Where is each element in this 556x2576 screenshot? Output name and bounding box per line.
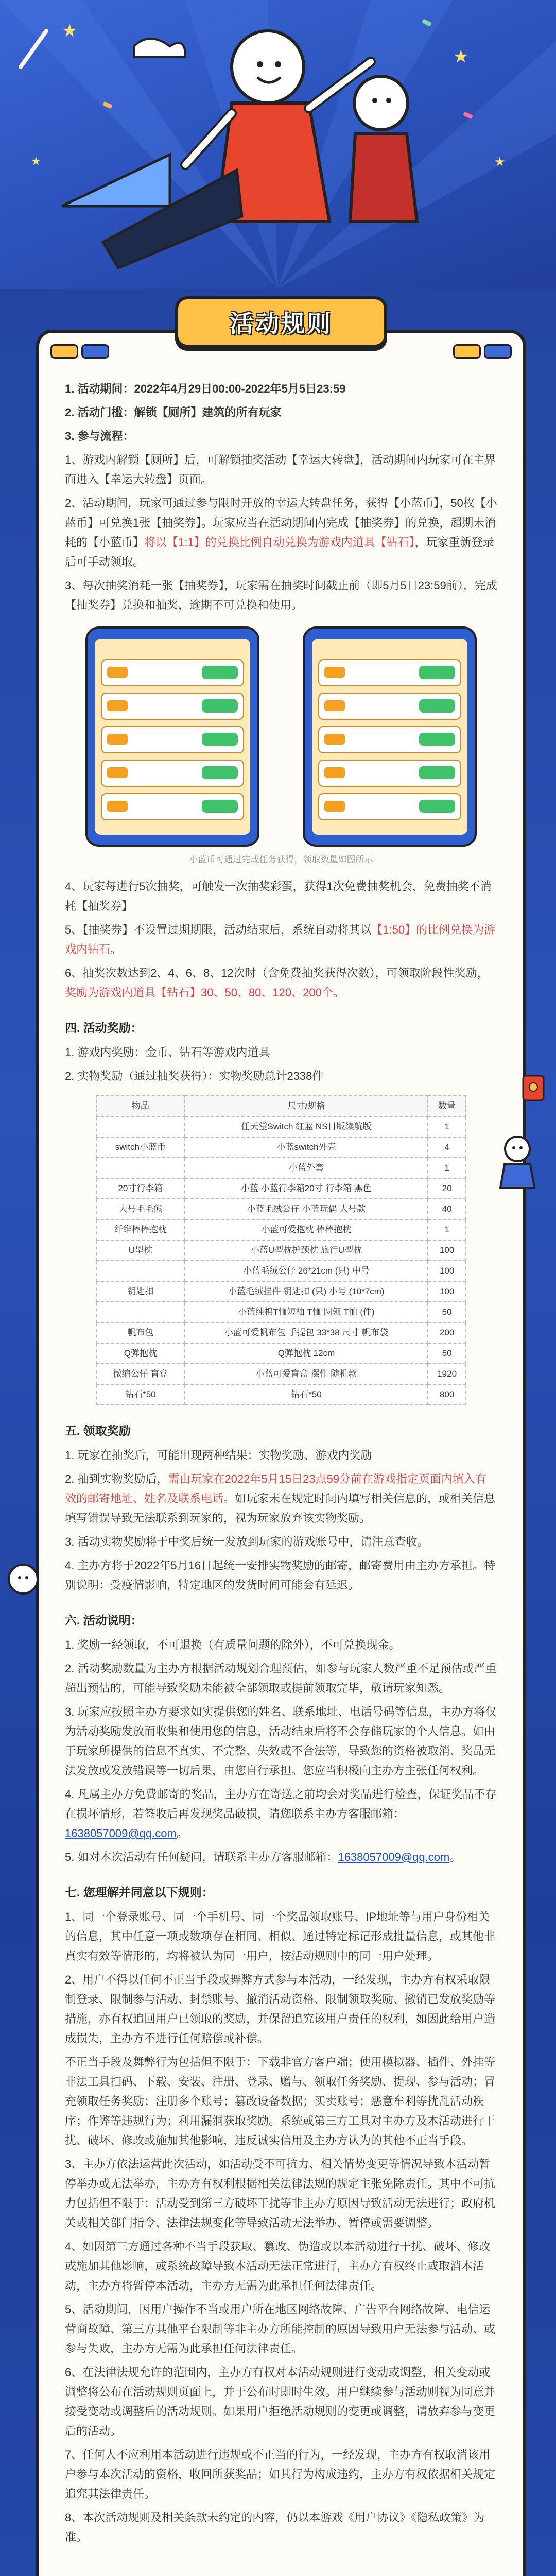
table-row [96, 1199, 466, 1219]
rule-paragraph: 不正当手段及舞弊行为包括但不限于：下载非官方客户端；使用模拟器、插件、外挂等非法工具扫码、下载、安装、注册、登录、赠与、领取任务奖励、提现、参与活动；冒充领取任务奖励；注册多个账号；篡改设备数据；买卖账号；恶意牟利等扰乱活动秩序；作弊等违规行为；利用漏洞获取奖励。系统或第三方工具对主办方及本活动进行干扰、破坏、修改或施加其他影响，违反诚实信用及主办方认为的其他不正当手段。 [65, 2056, 496, 2147]
rule-text: 2、活动期间，玩家可通过参与限时开放的幸运大转盘任务，获得【小蓝币】，50枚【小蓝币】可兑换1张【抽奖券】。玩家应当在活动期间内完成【抽奖券】的兑换，超期未消耗的【小蓝币】 [65, 497, 497, 549]
table-row [96, 1364, 466, 1384]
page-title-banner [175, 296, 387, 348]
prize-spec-cell: 小蓝可爱抱枕 棒棒抱枕 [185, 1219, 428, 1240]
rule-paragraph: 1. 玩家在抽奖后，可能出现两种结果：实物奖励、游戏内奖励 [65, 1449, 372, 1462]
table-row [96, 1261, 466, 1281]
rules-content [65, 379, 497, 2551]
prize-spec-cell: 小蓝可爱帆布包 手提包 33*38 尺寸 帆布袋 [185, 1323, 428, 1343]
prize-name-cell [96, 1261, 185, 1281]
prize-name-cell: 20寸行李箱 [96, 1178, 185, 1199]
rule-text: 。 [333, 986, 344, 999]
prize-name-cell: 微缩公仔 盲盒 [96, 1364, 185, 1384]
rule-paragraph: 7、任何人不应利用本活动进行违规或不正当的行为，一经发现，主办方有权取消该用户参与本次活动的资格，收回所获奖品；如其行为构成违约，主办方有权依据相关规定追究其法律责任。 [65, 2448, 496, 2500]
rule-paragraph: 6、在法律法规允许的范围内，主办方有权对本活动规则进行变动或调整，相关变动或调整将公布在活动规则页面上，并于公布时即时生效。用户继续参与活动则视为同意并接受变动或调整后的活动规则。如果用户拒绝活动规则的变更或调整，请放弃参与变更后的活动。 [65, 2366, 496, 2437]
rule-highlight: 奖励为游戏内道具【钻石】30、50、80、120、200个 [65, 986, 333, 999]
prize-qty-cell: 40 [428, 1199, 466, 1219]
rule-paragraph: 1、同一个登录账号、同一个手机号、同一个奖品领取账号、IP地址等与用户身份相关的信息，其中任意一项或数项存在相同、相似、通过特定标记形成批量信息，或其他非真实有效等情形的，均将被认为同一用户，按活动规则中的同一用户处理。 [65, 1910, 496, 1962]
table-header: 尺寸/规格 [185, 1096, 428, 1116]
table-row [96, 1116, 466, 1137]
prize-qty-cell: 1920 [428, 1364, 466, 1384]
prize-qty-cell: 800 [428, 1384, 466, 1405]
table-row [96, 1178, 466, 1199]
rule-paragraph: 4、如因第三方通过各种不当手段获取、篡改、伪造或以本活动进行干扰、破坏、修改或施加其他影响，或系统故障导致本活动无法正常进行，主办方有权终止或取消本活动，主办方将暂停本活动，主办方无需为此承担任何法律责任。 [65, 2240, 491, 2292]
phone-screenshot [85, 626, 259, 847]
rule-text: 。 [449, 1851, 461, 1863]
prize-qty-cell: 100 [428, 1281, 466, 1302]
table-header: 物品 [96, 1096, 185, 1116]
prize-name-cell: 大号毛毛熊 [96, 1199, 185, 1219]
prize-qty-cell: 100 [428, 1240, 466, 1261]
star-icon: ★ [453, 47, 469, 66]
rule-paragraph [65, 963, 497, 1003]
star-icon: ★ [494, 155, 506, 169]
prize-spec-cell: 小蓝外套 [185, 1158, 428, 1178]
prize-name-cell: switch小蓝币 [96, 1137, 185, 1158]
prize-spec-cell: 小蓝U型枕护颈枕 旅行U型枕 [185, 1240, 428, 1261]
section-title-claim: 五. 领取奖励 [65, 1424, 131, 1437]
rule-text: 。 [176, 1827, 188, 1840]
rule-paragraph: 1. 游戏内奖励：金币、钻石等游戏内道具 [65, 1046, 270, 1059]
mascot-runner-icon [489, 1133, 546, 1190]
table-row [96, 1302, 466, 1323]
section-title-notes: 六. 活动说明： [65, 1614, 143, 1627]
prize-spec-cell: 小蓝switch外壳 [185, 1137, 428, 1158]
prize-name-cell: 钥匙扣 [96, 1281, 185, 1302]
prize-spec-cell: 钻石*50 [185, 1384, 428, 1405]
table-row [96, 1158, 466, 1178]
screenshot-gallery [85, 626, 477, 847]
rule-paragraph [65, 1848, 497, 1867]
star-icon: ★ [31, 155, 41, 167]
rule-text: ，玩家重新登录后可手动领取。 [65, 536, 494, 568]
prize-name-cell: U型枕 [96, 1240, 185, 1261]
page-title: 活动规则 [230, 310, 333, 337]
rule-highlight: 需由玩家在2022年5月15日23点59分前在游戏指定页面内填入有效的邮寄地址、姓名及联系电话 [65, 1472, 487, 1505]
rule-paragraph: 4、玩家每进行5次抽奖，可触发一次抽奖彩蛋，获得1次免费抽奖机会，免费抽奖不消耗【抽奖券】 [65, 880, 492, 912]
rule-paragraph: 4. 主办方将于2022年5月16日起统一安排实物奖励的邮寄，邮寄费用由主办方承担。特别说明：受疫情影响，特定地区的发货时间可能会有延迟。 [65, 1559, 496, 1591]
section-title-rewards: 四. 活动奖励： [65, 1021, 143, 1035]
support-email-link[interactable]: 1638057009@qq.com [338, 1851, 450, 1863]
star-icon: ★ [62, 21, 78, 41]
participation-flow-title: 3. 参与流程： [65, 430, 134, 443]
rule-paragraph: 1. 奖励一经领取，不可退换（有质量问题的除外），不可兑换现金。 [65, 1638, 401, 1651]
rule-text: 。如玩家未在规定时间内填写相关信息的，或相关信息填写错误导致无法联系到玩家的，视为玩家放弃该实物奖励。 [65, 1492, 496, 1524]
rule-paragraph: 3、主办方依法运营此次活动，如活动受不可抗力、相关情势变更等情况导致本活动暂停举办或无法举办，主办方有权利根据相关法律法规的规定主张免除责任。其中不可抗力包括但不限于：活动受到第三方破坏干扰等非主办方原因导致活动无法进行；政府机关或相关部门指令、法律法规变化等导致活动无法举办、暂停或需要调整。 [65, 2158, 496, 2229]
hero-banner [0, 0, 556, 289]
mascot-peek-icon [5, 1561, 41, 1597]
prize-name-cell: Q弹抱枕 [96, 1343, 185, 1364]
rules-card [36, 330, 526, 2576]
prize-spec-cell: 小蓝毛绒挂件 钥匙扣 (只) 小号 (10*7cm) [185, 1281, 428, 1302]
prize-spec-cell: 任天堂Switch 红蓝 NS日版续航版 [185, 1116, 428, 1137]
prize-qty-cell: 200 [428, 1323, 466, 1343]
rule-paragraph: 8、本次活动规则及相关条款未约定的内容，仍以本游戏《用户协议》《隐私政策》为准。 [65, 2511, 485, 2544]
prize-qty-cell: 1 [428, 1158, 466, 1178]
prize-spec-cell: Q弹抱枕 12cm [185, 1343, 428, 1364]
activity-threshold: 2. 活动门槛：解锁【厕所】建筑的所有玩家 [65, 406, 282, 419]
prize-spec-cell: 小蓝纯棉T恤短袖 T恤 圆领 T恤 (件) [185, 1302, 428, 1323]
table-header: 数量 [428, 1096, 466, 1116]
prize-name-cell [96, 1158, 185, 1178]
hero-background-rays [0, 0, 556, 289]
activity-period: 1. 活动期间：2022年4月29日00:00-2022年5月5日23:59 [65, 382, 346, 395]
rule-text: 5、【抽奖券】不设置过期期限，活动结束后，系统自动将其以 [65, 923, 372, 936]
rule-text: 4. 凡属主办方免费邮寄的奖品，主办方在寄送之前均会对奖品进行检查，保证奖品不存在损坏情形，若签收后再发现奖品破损，请您联系主办方客服邮箱： [65, 1788, 497, 1820]
phone-screenshot [303, 626, 477, 847]
table-row [96, 1343, 466, 1364]
prize-qty-cell: 50 [428, 1302, 466, 1323]
rule-paragraph: 3. 活动实物奖励将于中奖后统一发放到玩家的游戏账号中，请注意查收。 [65, 1535, 429, 1548]
prize-name-cell [96, 1302, 185, 1323]
prize-qty-cell: 20 [428, 1178, 466, 1199]
rule-paragraph [65, 1469, 497, 1528]
rule-text: 5. 如对本次活动有任何疑问，请联系主办方客服邮箱： [65, 1851, 338, 1863]
rule-highlight: 将以【1:1】的兑换比例自动兑换为游戏内道具【钻石】 [144, 536, 415, 549]
rule-paragraph: 2. 活动奖励数量为主办方根据活动规划合理预估，如参与玩家人数严重不足预估或严重超出预估的，可能导致奖励未能被全部领取或提前领取完毕，敬请玩家知悉。 [65, 1662, 497, 1694]
prize-spec-cell: 小蓝 小蓝行李箱20寸 行李箱 黑色 [185, 1178, 428, 1199]
table-row [96, 1384, 466, 1405]
rule-paragraph [65, 1785, 497, 1843]
prize-qty-cell: 1 [428, 1116, 466, 1137]
rule-highlight: 【1:50】的比例兑换为游戏内钻石 [65, 923, 496, 956]
prize-qty-cell: 4 [428, 1137, 466, 1158]
rule-paragraph: 3、每次抽奖消耗一张【抽奖券】，玩家需在抽奖时间截止前（即5月5日23:59前），完成【抽奖券】兑换和抽奖，逾期不可兑换和使用。 [65, 579, 497, 612]
section-title-agreement: 七. 您理解并同意以下规则： [65, 1886, 214, 1899]
table-row [96, 1281, 466, 1302]
table-row [96, 1137, 466, 1158]
red-envelope-icon [520, 1072, 551, 1103]
prize-table [96, 1095, 466, 1405]
table-row [96, 1219, 466, 1240]
prize-spec-cell: 小蓝毛绒公仔 小蓝玩偶 大号款 [185, 1199, 428, 1219]
prize-spec-cell: 小蓝可爱盲盒 摆件 随机款 [185, 1364, 428, 1384]
rule-paragraph: 2、用户不得以任何不正当手段或舞弊方式参与本活动，一经发现，主办方有权采取限制登录、限制参与活动、封禁账号、撤消活动资格、限制领取奖励、撤销已发放奖励等措施，亦有权追回用户已领取的奖励，并保留追究该用户责任的权利，如因此给用户造成损失，主办方不进行任何赔偿或补偿。 [65, 1973, 496, 2045]
prize-name-cell [96, 1116, 185, 1137]
rule-paragraph [65, 920, 497, 959]
rule-text: 6、抽奖次数达到2、4、6、8、12次时（含免费抽奖获得次数），可领取阶段性奖励， [65, 967, 489, 979]
prize-name-cell: 帆布包 [96, 1323, 185, 1343]
prize-name-cell: 钻石*50 [96, 1384, 185, 1405]
prize-qty-cell: 100 [428, 1261, 466, 1281]
rule-paragraph: 2. 实物奖励（通过抽奖获得）：实物奖励总计2338件 [65, 1070, 324, 1082]
table-row [96, 1323, 466, 1343]
prize-name-cell: 纤维棒棒抱枕 [96, 1219, 185, 1240]
rule-paragraph: 5、活动期间，因用户操作不当或用户所在地区网络故障、广告平台网络故障、电信运营商故障、第三方其他平台限制等非主办方所能控制的原因导致用户无法参与活动、或参与失败，主办方无需为此承担任何法律责任。 [65, 2303, 496, 2355]
rule-text: 2. 抽到实物奖励后， [65, 1472, 168, 1485]
support-email-link[interactable]: 1638057009@qq.com [65, 1827, 177, 1840]
prize-qty-cell: 50 [428, 1343, 466, 1364]
screenshot-caption: 小蓝币可通过完成任务获得，领取数量如图所示 [189, 855, 373, 865]
rule-paragraph: 3. 玩家应按照主办方要求如实提供您的姓名、联系地址、电话号码等信息，主办方将仅为活动奖励发放而收集和使用您的信息，活动结束后将不会存储玩家的个人信息。如由于玩家所提供的信息不真实、不完整、失效或不合法等，导致您的资格被取消、奖品无法发放或发放错误等一切后果，由您自行承担。您应当积极向主办方主张任何权利。 [65, 1705, 497, 1777]
prize-spec-cell: 小蓝毛绒公仔 26*21cm (只) 中号 [185, 1261, 428, 1281]
rule-text: 。 [110, 943, 122, 956]
table-row [96, 1240, 466, 1261]
rule-paragraph: 1、游戏内解锁【厕所】后，可解锁抽奖活动【幸运大转盘】，活动期间内玩家可在主界面进入【幸运大转盘】页面。 [65, 453, 496, 486]
rule-paragraph [65, 494, 497, 572]
prize-qty-cell: 1 [428, 1219, 466, 1240]
